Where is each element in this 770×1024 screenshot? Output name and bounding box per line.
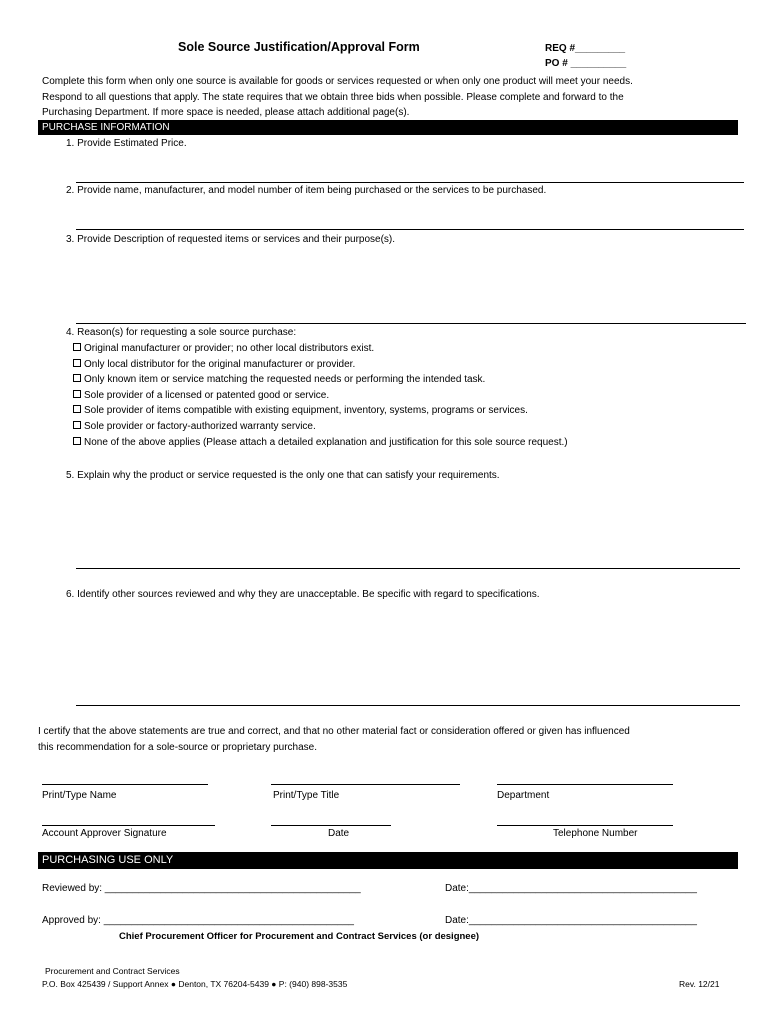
question-6: 6. Identify other sources reviewed and why they are unacceptable. Be specific with regard to specifications. — [66, 589, 540, 600]
question-3: 3. Provide Description of requested items or services and their purpose(s). — [66, 234, 396, 245]
date-line[interactable] — [271, 825, 391, 826]
checkbox-icon[interactable] — [73, 437, 81, 445]
print-title-line[interactable] — [271, 784, 460, 785]
checkbox-icon[interactable] — [73, 405, 81, 413]
question-1: 1. Provide Estimated Price. — [66, 138, 187, 149]
purchasing-use-only-heading: PURCHASING USE ONLY — [38, 852, 738, 869]
footer-org: Procurement and Contract Services — [45, 966, 180, 976]
intro-line: Respond to all questions that apply. The state requires that we obtain three bids when possible. Please complete and forward to the — [42, 91, 624, 103]
intro-line: Purchasing Department. If more space is needed, please attach additional page(s). — [42, 107, 410, 118]
approval-date-field[interactable]: Date:_________________________________________ — [445, 915, 697, 926]
print-name-line[interactable] — [42, 784, 208, 785]
certification-line: I certify that the above statements are true and correct, and that no other material fact or consideration offered or given has influenced — [38, 726, 630, 737]
question-4: 4. Reason(s) for requesting a sole source purchase: — [66, 327, 297, 338]
question-2: 2. Provide name, manufacturer, and model number of item being purchased or the services to be purchased. — [66, 185, 547, 196]
department-label: Department — [497, 790, 550, 801]
po-number-field[interactable]: PO # __________ — [545, 58, 627, 69]
intro-line: Complete this form when only one source is available for goods or services requested or when only one product will meet your needs. — [42, 76, 633, 87]
reason-label: Only known item or service matching the requested needs or performing the intended task. — [84, 374, 486, 385]
department-line[interactable] — [497, 784, 673, 785]
date-label: Date — [328, 828, 350, 839]
print-name-label: Print/Type Name — [42, 790, 117, 801]
reason-label: Sole provider or factory-authorized warranty service. — [84, 421, 316, 432]
reason-option[interactable] — [73, 343, 374, 355]
footer-address: P.O. Box 425439 / Support Annex ● Denton, TX 76204-5439 ● P: (940) 898-3535 — [42, 979, 348, 989]
reason-label: Sole provider of items compatible with existing equipment, inventory, systems, programs or services. — [84, 405, 528, 416]
reason-label: Original manufacturer or provider; no other local distributors exist. — [84, 343, 375, 354]
telephone-label: Telephone Number — [553, 828, 638, 839]
checkbox-icon[interactable] — [73, 359, 81, 367]
reason-option[interactable] — [73, 390, 329, 402]
reason-option[interactable] — [73, 437, 568, 449]
checkbox-icon[interactable] — [73, 374, 81, 382]
certification-text — [38, 724, 630, 756]
print-title-label: Print/Type Title — [273, 790, 340, 801]
reviewed-by-field[interactable]: Reviewed by: ______________________________________________ — [42, 883, 361, 894]
reason-option[interactable] — [73, 405, 528, 417]
answer-2-line[interactable] — [76, 229, 744, 230]
approver-signature-line[interactable] — [42, 825, 215, 826]
answer-5-line[interactable] — [76, 568, 740, 569]
form-title: Sole Source Justification/Approval Form — [178, 40, 420, 54]
checkbox-icon[interactable] — [73, 390, 81, 398]
intro-text — [42, 74, 742, 121]
cpo-note: Chief Procurement Officer for Procurement and Contract Services (or designee) — [119, 931, 480, 942]
reason-label: None of the above applies (Please attach a detailed explanation and justification for this sole source request.) — [84, 437, 568, 448]
checkbox-icon[interactable] — [73, 421, 81, 429]
purchase-information-heading: PURCHASE INFORMATION — [38, 120, 738, 135]
answer-6-line[interactable] — [76, 705, 740, 706]
checkbox-icon[interactable] — [73, 343, 81, 351]
req-number-field[interactable]: REQ #_________ — [545, 43, 626, 54]
footer-revision: Rev. 12/21 — [679, 979, 720, 989]
answer-3-line[interactable] — [76, 323, 746, 324]
telephone-line[interactable] — [497, 825, 673, 826]
answer-1-line[interactable] — [76, 182, 744, 183]
reason-label: Sole provider of a licensed or patented good or service. — [84, 390, 330, 401]
reason-option[interactable] — [73, 421, 316, 433]
reason-option[interactable] — [73, 374, 485, 386]
approved-by-field[interactable]: Approved by: _____________________________________________ — [42, 915, 354, 926]
question-5: 5. Explain why the product or service requested is the only one that can satisfy your requirements. — [66, 470, 500, 481]
review-date-field[interactable]: Date:_________________________________________ — [445, 883, 697, 894]
reason-label: Only local distributor for the original manufacturer or provider. — [84, 359, 356, 370]
reason-option[interactable] — [73, 359, 355, 371]
certification-line: this recommendation for a sole-source or proprietary purchase. — [38, 742, 318, 753]
approver-signature-label: Account Approver Signature — [42, 828, 167, 839]
